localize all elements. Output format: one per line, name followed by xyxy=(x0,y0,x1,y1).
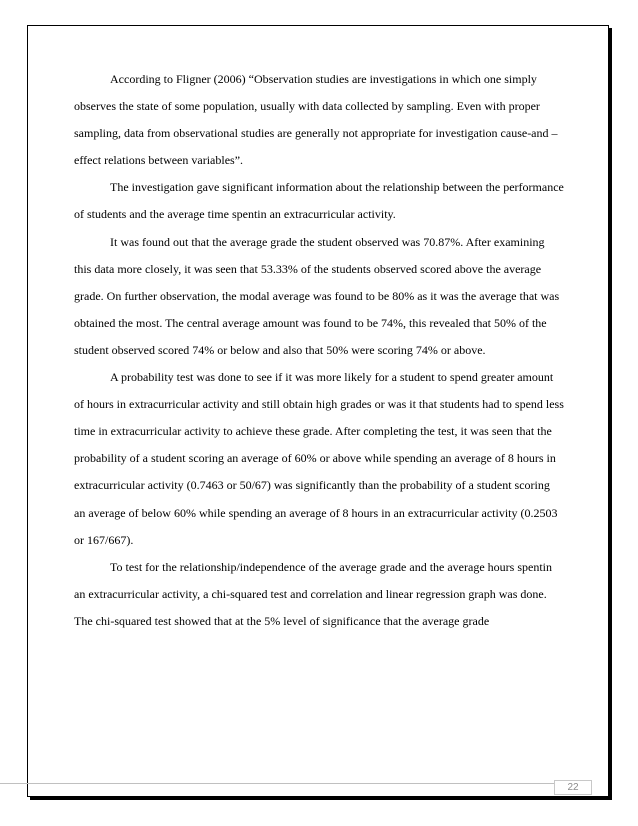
document-body xyxy=(74,66,564,635)
paragraph-investigation-info: The investigation gave significant information about the relationship between the performance of students and the average time spentin an extracurricular activity. xyxy=(74,180,564,222)
paragraph-fligner-quote: According to Fligner (2006) “Observation studies are investigations in which one simply observes the state of some population, usually with data collected by sampling. Even with proper sampling, data from observational studies are generally not appropriate for investigation cause-and –effect relations between variables”. xyxy=(74,72,558,168)
page-number: 22 xyxy=(554,780,592,795)
paragraph-probability-test: A probability test was done to see if it was more likely for a student to spend greater amount of hours in extracurricular activity and still obtain high grades or was it that students had to spend less time in extracurricular activity to achieve these grade. After completing the test, it was seen that the probability of a student scoring an average of 60% or above while spending an average of 8 hours in extracurricular activity (0.7463 or 50/67) was significantly than the probability of a student scoring an average of below 60% while spending an average of 8 hours in an extracurricular activity (0.2503 or 167/667). xyxy=(74,370,564,547)
paragraph-chi-squared: To test for the relationship/independence of the average grade and the average hours spentin an extracurricular activity, a chi-squared test and correlation and linear regression graph was done. The chi-squared test showed that at the 5% level of significance that the average grade xyxy=(74,559,552,628)
paragraph-average-grade: It was found out that the average grade the student observed was 70.87%. After examining this data more closely, it was seen that 53.33% of the students observed scored above the average grade. On further observation, the modal average was found to be 80% as it was the average that was obtained the most. The central average amount was found to be 74%, this revealed that 50% of the student observed scored 74% or below and also that 50% were scoring 74% or above. xyxy=(74,234,560,357)
footer-divider xyxy=(0,783,555,784)
